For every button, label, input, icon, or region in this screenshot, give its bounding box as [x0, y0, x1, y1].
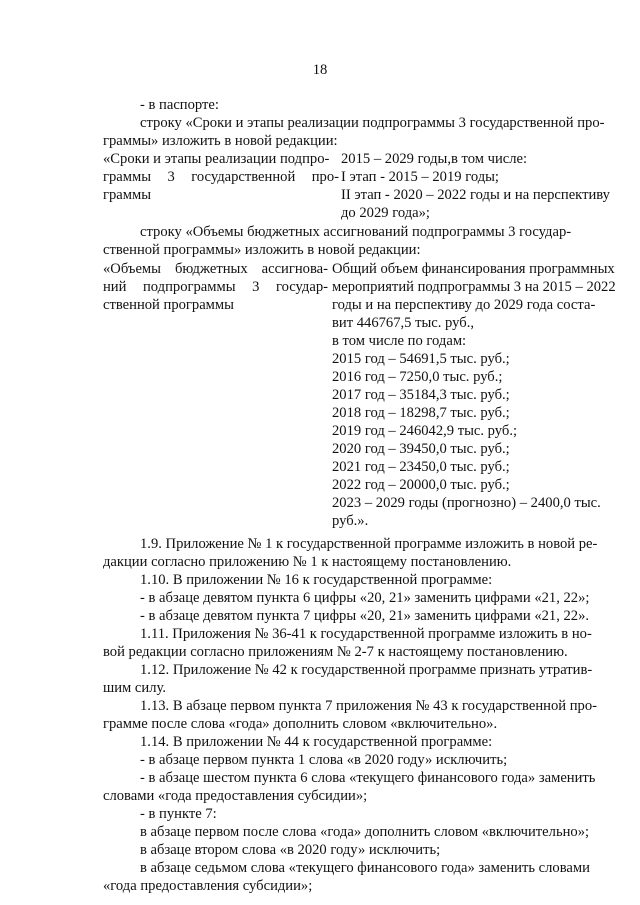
- text-line: дакции согласно приложению № 1 к настоящему постановлению.: [103, 554, 512, 570]
- table-cell-left: ственной программы: [103, 297, 234, 313]
- table-cell-right: 2015 год – 54691,5 тыс. руб.;: [332, 351, 510, 367]
- table-cell-right: 2017 год – 35184,3 тыс. руб.;: [332, 387, 510, 403]
- table-cell-left: граммы: [103, 187, 152, 203]
- text-line: вой редакции согласно приложениям № 2-7 к настоящему постановлению.: [103, 644, 568, 660]
- table-cell-right: годы и на перспективу до 2029 года соста-: [332, 297, 596, 313]
- text-line: 1.10. В приложении № 16 к государственной программе:: [140, 572, 493, 588]
- table-cell-right: 2018 год – 18298,7 тыс. руб.;: [332, 405, 510, 421]
- text-line: «года предоставления субсидии»;: [103, 878, 313, 894]
- text-line: - в абзаце девятом пункта 7 цифры «20, 21» заменить цифрами «21, 22».: [140, 608, 590, 624]
- table-cell-left: «Сроки и этапы реализации подпро-: [103, 151, 330, 167]
- table-cell-right: Общий объем финансирования программных: [332, 261, 615, 277]
- text-line: 1.13. В абзаце первом пункта 7 приложения № 43 к государственной про-: [140, 698, 597, 714]
- table-cell-right: 2022 год – 20000,0 тыс. руб.;: [332, 477, 510, 493]
- text-line: 1.9. Приложение № 1 к государственной программе изложить в новой ре-: [140, 536, 598, 552]
- table-cell-right: вит 446767,5 тыс. руб.,: [332, 315, 474, 331]
- table-cell-left: граммы 3 государственной про-: [103, 169, 339, 185]
- text-line: 1.12. Приложение № 42 к государственной программе признать утратив-: [140, 662, 593, 678]
- text-line: граммы» изложить в новой редакции:: [103, 133, 338, 149]
- text-line: шим силу.: [103, 680, 166, 696]
- text-line: грамме после слова «года» дополнить словом «включительно».: [103, 716, 498, 732]
- text-line: - в паспорте:: [140, 97, 219, 113]
- text-line: - в абзаце шестом пункта 6 слова «текущего финансового года» заменить: [140, 770, 596, 786]
- table-cell-left: ний подпрограммы 3 государ-: [103, 279, 328, 295]
- text-line: в абзаце седьмом слова «текущего финансового года» заменить словами: [140, 860, 590, 876]
- table-cell-right: II этап - 2020 – 2022 годы и на перспективу: [341, 187, 610, 203]
- text-line: в абзаце втором слова «в 2020 году» исключить;: [140, 842, 441, 858]
- text-line: - в пункте 7:: [140, 806, 217, 822]
- text-line: строку «Объемы бюджетных ассигнований подпрограммы 3 государ-: [140, 224, 572, 240]
- text-line: словами «года предоставления субсидии»;: [103, 788, 368, 804]
- text-line: в абзаце первом после слова «года» дополнить словом «включительно»;: [140, 824, 590, 840]
- table-cell-right: мероприятий подпрограммы 3 на 2015 – 2022: [332, 279, 616, 295]
- table-cell-left: «Объемы бюджетных ассигнова-: [103, 261, 328, 277]
- table-cell-right: I этап - 2015 – 2019 годы;: [341, 169, 499, 185]
- table-cell-right: 2016 год – 7250,0 тыс. руб.;: [332, 369, 503, 385]
- text-line: 1.11. Приложения № 36-41 к государственной программе изложить в но-: [140, 626, 592, 642]
- table-cell-right: 2021 год – 23450,0 тыс. руб.;: [332, 459, 510, 475]
- table-cell-right: 2019 год – 246042,9 тыс. руб.;: [332, 423, 518, 439]
- text-line: ственной программы» изложить в новой редакции:: [103, 242, 421, 258]
- text-line: - в абзаце первом пункта 1 слова «в 2020 году» исключить;: [140, 752, 508, 768]
- table-cell-right: 2023 – 2029 годы (прогнозно) – 2400,0 тыс.: [332, 495, 601, 511]
- table-cell-right: 2020 год – 39450,0 тыс. руб.;: [332, 441, 510, 457]
- text-line: строку «Сроки и этапы реализации подпрограммы 3 государственной про-: [140, 115, 605, 131]
- text-line: 1.14. В приложении № 44 к государственной программе:: [140, 734, 493, 750]
- table-cell-right: до 2029 года»;: [341, 205, 430, 221]
- text-line: - в абзаце девятом пункта 6 цифры «20, 21» заменить цифрами «21, 22»;: [140, 590, 590, 606]
- page-number: 18: [312, 62, 328, 78]
- table-cell-right: руб.».: [332, 513, 369, 529]
- table-cell-right: 2015 – 2029 годы,в том числе:: [341, 151, 528, 167]
- table-cell-right: в том числе по годам:: [332, 333, 467, 349]
